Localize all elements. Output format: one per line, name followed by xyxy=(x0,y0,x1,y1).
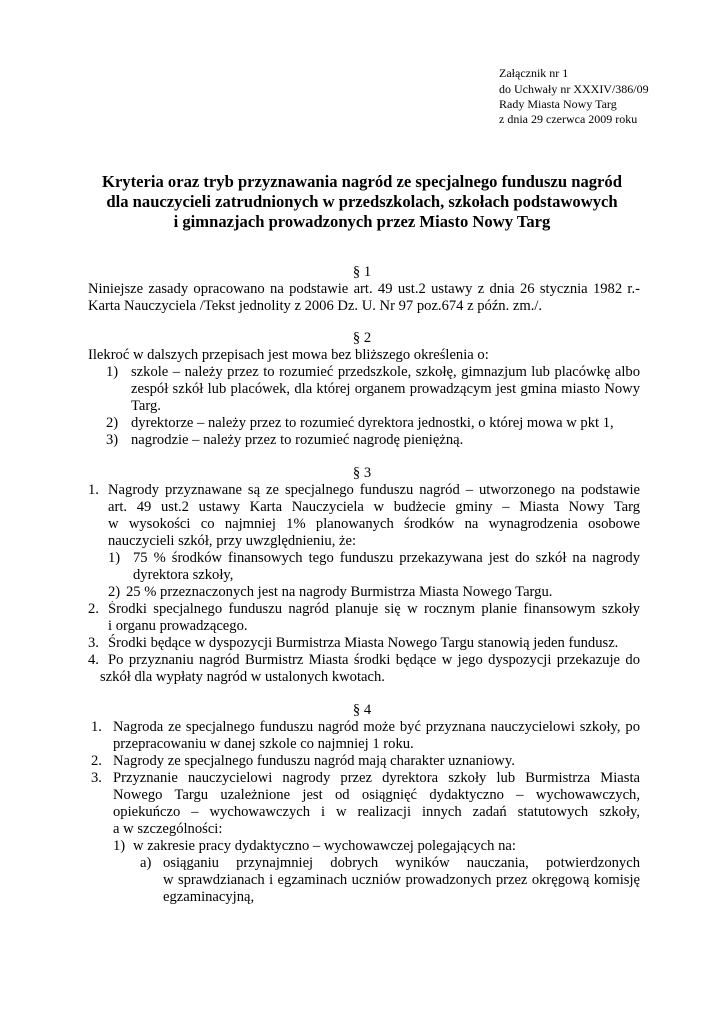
section-4-p2-line-1: Nagrody ze specjalnego funduszu nagród mają charakter uznaniowy. xyxy=(113,753,515,769)
header-line-1: Załącznik nr 1 xyxy=(499,66,569,80)
section-2-item-3-number: 3) xyxy=(106,432,119,448)
section-2-intro: Ilekroć w dalszych przepisach jest mowa bez bliższego określenia o: xyxy=(88,347,489,363)
section-3-p1-number: 1. xyxy=(88,482,99,498)
section-3-p4-number: 4. xyxy=(88,652,99,668)
header-line-2: do Uchwały nr XXXIV/386/09 xyxy=(499,82,649,96)
section-4-p3-line-4: a w szczególności: xyxy=(113,821,223,837)
section-3-p1-sub-1-line-2: dyrektora szkoły, xyxy=(133,567,234,583)
section-3-p4-line-2: szkół dla wypłaty nagród w ustalonych kwotach. xyxy=(100,669,385,685)
section-2-item-1-number: 1) xyxy=(106,364,119,380)
section-1-heading: § 1 xyxy=(352,264,372,280)
section-3-heading: § 3 xyxy=(352,465,372,481)
section-3-p4-line-1: Po przyznaniu nagród Burmistrz Miasta środki będące w jego dyspozycji przekazuje do xyxy=(108,652,640,668)
section-3-p1-line-2: art. 49 ust.2 ustawy Karta Nauczyciela w budżecie gminy – Miasta Nowy Targ xyxy=(108,499,640,515)
section-4-heading: § 4 xyxy=(352,702,372,718)
section-4-p3-a-line-3: egzaminacyjną, xyxy=(163,889,255,905)
section-3-p2-line-1: Środki specjalnego funduszu nagród planuje się w rocznym planie finansowym szkoły xyxy=(108,601,640,617)
section-2-item-3-line-1: nagrodzie – należy przez to rozumieć nagrodę pieniężną. xyxy=(131,432,464,448)
section-3-p2-line-2: i organu prowadzącego. xyxy=(108,618,248,634)
section-4-p2-number: 2. xyxy=(91,753,102,769)
section-4-p3-line-2: Nowego Targu uzależnione jest od osiągnięć dydaktyczno – wychowawczych, xyxy=(113,787,640,803)
section-3-p1-sub-2-number: 2) xyxy=(108,584,121,600)
section-4-p3-number: 3. xyxy=(91,770,102,786)
section-4-p3-a-number: a) xyxy=(140,855,152,871)
section-2-item-1-line-1: szkole – należy przez to rozumieć przedszkole, szkołę, gimnazjum lub placówkę albo xyxy=(131,364,640,380)
section-4-p3-sub-1-number: 1) xyxy=(113,838,126,854)
section-4-p3-sub-1-line-1: w zakresie pracy dydaktyczno – wychowawczej polegających na: xyxy=(133,838,516,854)
section-3-p1-line-1: Nagrody przyznawane są ze specjalnego funduszu nagród – utworzonego na podstawie xyxy=(108,482,640,498)
section-3-p1-sub-1-line-1: 75 % środków finansowych tego funduszu przekazywana jest do szkół na nagrody xyxy=(133,550,640,566)
section-3-p1-sub-2-line-1: 25 % przeznaczonych jest na nagrody Burmistrza Miasta Nowego Targu. xyxy=(126,584,553,600)
section-4-p3-line-1: Przyznanie nauczycielowi nagrody przez dyrektora szkoły lub Burmistrza Miasta xyxy=(113,770,640,786)
section-3-p1-line-4: nauczycieli szkół, przy uwzględnieniu, że: xyxy=(108,533,356,549)
section-2-item-2-number: 2) xyxy=(106,415,119,431)
section-4-p1-number: 1. xyxy=(91,719,102,735)
header-line-3: Rady Miasta Nowy Targ xyxy=(499,97,617,111)
section-1-line-2: Karta Nauczyciela /Tekst jednolity z 2006 Dz. U. Nr 97 poz.674 z późn. zm./. xyxy=(88,298,543,314)
section-4-p1-line-1: Nagroda ze specjalnego funduszu nagród może być przyznana nauczycielowi szkoły, po xyxy=(113,719,640,735)
section-2-heading: § 2 xyxy=(352,330,372,346)
section-3-p2-number: 2. xyxy=(88,601,99,617)
title-line-2: dla nauczycieli zatrudnionych w przedszkolach, szkołach podstawowych xyxy=(106,192,618,211)
section-4-p3-a-line-2: w sprawdzianach i egzaminach uczniów prowadzonych przez okręgową komisję xyxy=(163,872,640,888)
section-3-p3-number: 3. xyxy=(88,635,99,651)
section-3-p3-line-1: Środki będące w dyspozycji Burmistrza Miasta Nowego Targu stanowią jeden fundusz. xyxy=(108,635,619,651)
title-line-3: i gimnazjach prowadzonych przez Miasto Nowy Targ xyxy=(173,212,551,231)
section-4-p3-a-line-1: osiąganiu przynajmniej dobrych wyników nauczania, potwierdzonych xyxy=(163,855,640,871)
header-line-4: z dnia 29 czerwca 2009 roku xyxy=(499,112,638,126)
section-2-item-1-line-3: Targ. xyxy=(131,398,161,414)
section-4-p1-line-2: przepracowaniu w danej szkole co najmniej 1 roku. xyxy=(113,736,414,752)
section-2-item-1-line-2: zespół szkół lub placówek, dla której organem prowadzącym jest gmina miasto Nowy xyxy=(131,381,640,397)
section-2-item-2-line-1: dyrektorze – należy przez to rozumieć dyrektora jednostki, o której mowa w pkt 1, xyxy=(131,415,614,431)
section-4-p3-line-3: opiekuńczo – wychowawczych i w realizacji innych zadań statutowych szkoły, xyxy=(113,804,640,820)
section-1-line-1: Niniejsze zasady opracowano na podstawie art. 49 ust.2 ustawy z dnia 26 stycznia 1982 r.- xyxy=(88,281,640,297)
section-3-p1-line-3: w wysokości co najmniej 1% planowanych środków na wynagrodzenia osobowe xyxy=(108,516,640,532)
section-3-p1-sub-1-number: 1) xyxy=(108,550,121,566)
title-line-1: Kryteria oraz tryb przyznawania nagród ze specjalnego funduszu nagród xyxy=(102,172,622,191)
